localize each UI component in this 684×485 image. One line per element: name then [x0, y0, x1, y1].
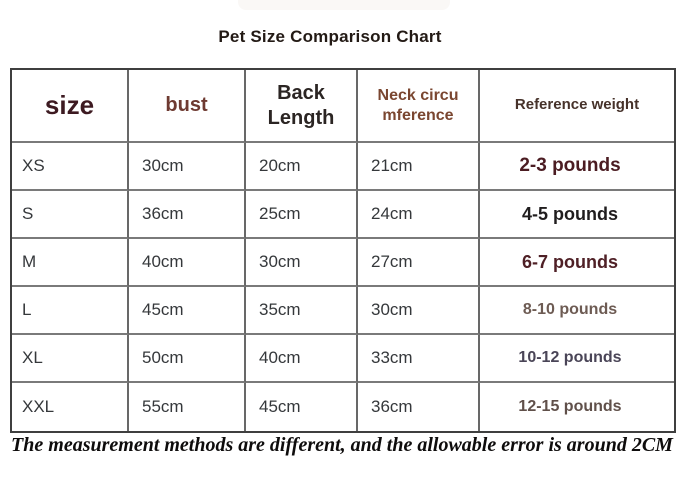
size-cell: XXL — [12, 383, 129, 431]
bust-cell: 30cm — [129, 143, 246, 191]
table-row — [12, 143, 674, 191]
back-length-cell: 25cm — [246, 191, 358, 239]
reference-weight-cell: 2-3 pounds — [480, 143, 674, 191]
size-cell: XS — [12, 143, 129, 191]
size-chart-table — [10, 68, 676, 433]
table-row — [12, 239, 674, 287]
back-length-cell: 30cm — [246, 239, 358, 287]
back-length-cell: 45cm — [246, 383, 358, 431]
size-cell: M — [12, 239, 129, 287]
neck-cell: 30cm — [358, 287, 480, 335]
size-cell: L — [12, 287, 129, 335]
neck-cell: 21cm — [358, 143, 480, 191]
column-header-neck: Neck circu mference — [358, 70, 480, 143]
reference-weight-cell: 8-10 pounds — [480, 287, 674, 335]
bust-cell: 36cm — [129, 191, 246, 239]
reference-weight-cell: 10-12 pounds — [480, 335, 674, 383]
column-header-bust: bust — [129, 70, 246, 143]
column-header-back: Back Length — [246, 70, 358, 143]
table-row — [12, 335, 674, 383]
table-header-row — [12, 70, 674, 143]
bust-cell: 50cm — [129, 335, 246, 383]
bust-cell: 55cm — [129, 383, 246, 431]
bust-cell: 45cm — [129, 287, 246, 335]
back-length-cell: 35cm — [246, 287, 358, 335]
reference-weight-cell: 4-5 pounds — [480, 191, 674, 239]
neck-cell: 33cm — [358, 335, 480, 383]
back-length-cell: 40cm — [246, 335, 358, 383]
bust-cell: 40cm — [129, 239, 246, 287]
back-length-cell: 20cm — [246, 143, 358, 191]
table-row — [12, 287, 674, 335]
size-cell: S — [12, 191, 129, 239]
column-header-weight: Reference weight — [480, 70, 674, 143]
column-header-size: size — [12, 70, 129, 143]
measurement-footnote: The measurement methods are different, and the allowable error is around 2CM — [11, 434, 673, 456]
table-row — [12, 383, 674, 431]
neck-cell: 27cm — [358, 239, 480, 287]
reference-weight-cell: 12-15 pounds — [480, 383, 674, 431]
neck-cell: 36cm — [358, 383, 480, 431]
size-cell: XL — [12, 335, 129, 383]
neck-cell: 24cm — [358, 191, 480, 239]
top-edge-artifact — [238, 0, 450, 10]
table-row — [12, 191, 674, 239]
page-title: Pet Size Comparison Chart — [218, 27, 442, 46]
reference-weight-cell: 6-7 pounds — [480, 239, 674, 287]
